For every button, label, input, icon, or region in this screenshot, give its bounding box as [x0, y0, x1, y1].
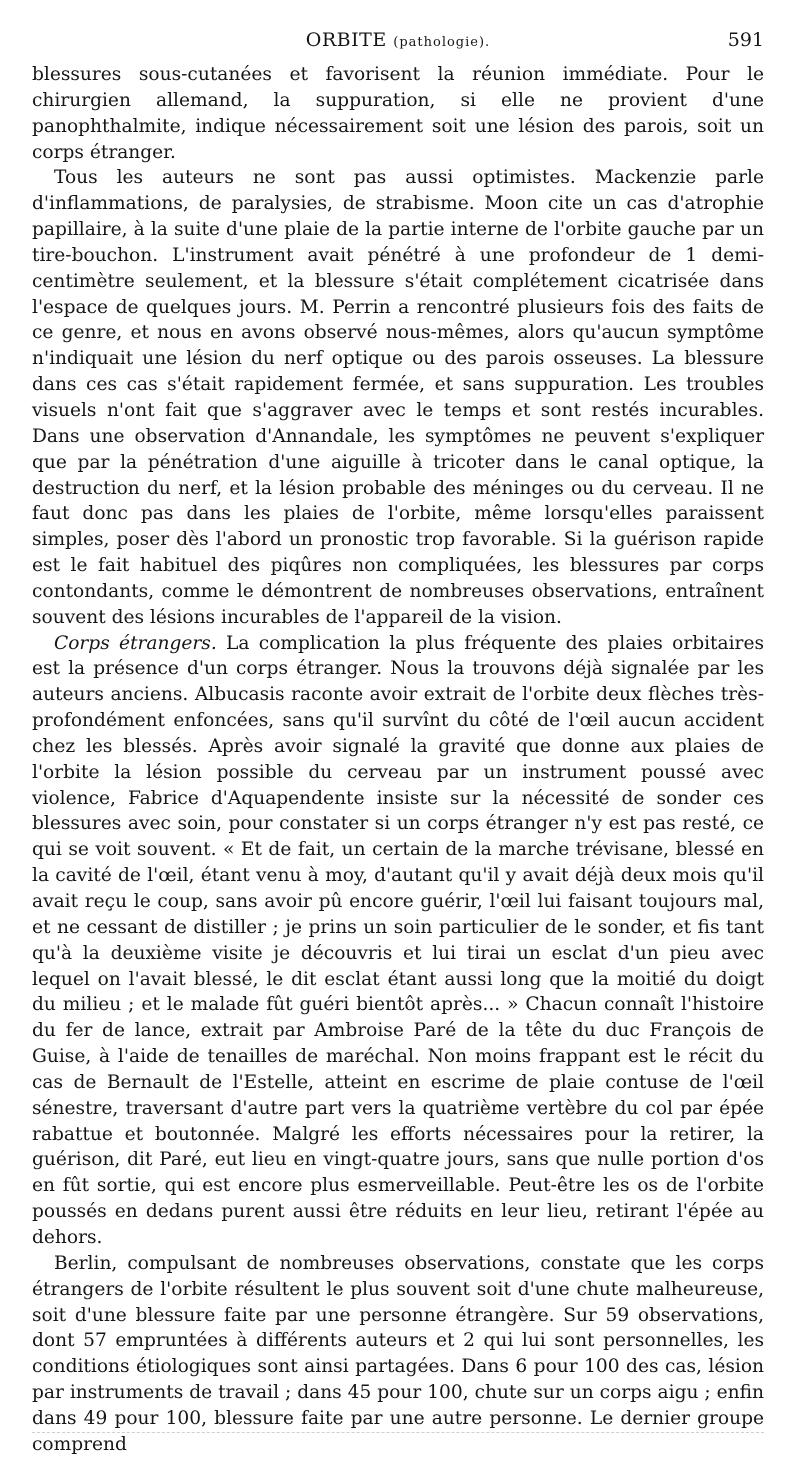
page-number: 591: [727, 29, 764, 51]
section-lead-corps-etrangers: Corps étrangers.: [54, 632, 217, 654]
footer-rule: [32, 1432, 764, 1433]
paragraph-foreign-bodies-text: La complication la plus fréquente des plaies orbitaires est la présence d'un corps étranger. Nous la trouvons déjà signalée par les auteurs anciens. Albucasis raconte avoir extrait de l'orbite deux flèches très-profondément enfoncées, sans qu'il survînt du côté de l'œil aucun accident chez les blessés. Après avoir signalé la gravité que donne aux plaies de l'orbite la lésion possible du cerveau par un instrument poussé avec violence, Fabrice d'Aquapendente insiste sur la nécessité de sonder ces blessures avec soin, pour constater si un corps étranger n'y est pas resté, ce qui se voit souvent. « Et de fait, un certain de la marche trévisane, blessé en la cavité de l'œil, étant venu à moy, d'autant qu'il y avait déjà deux mois qu'il avait reçu le coup, sans avoir pû encore guérir, l'œil lui faisant toujours mal, et ne cessant de distiller ; je prins un soin particulier de le sonder, et fis tant qu'à la deuxième visite je découvris et lui tirai un esclat d'un pieu avec lequel on l'avait blessé, le dit esclat étant aussi long que la moitié du doigt du milieu ; et le malade fût guéri bientôt après... » Chacun connaît l'histoire du fer de lance, extrait par Ambroise Paré de la tête du duc François de Guise, à l'aide de tenailles de maréchal. Non moins frappant est le récit du cas de Bernault de l'Estelle, atteint en escrime de plaie contuse de l'œil sénestre, traversant d'autre part vers la quatrième vertèbre du col par épée rabattue et boutonnée. Malgré les efforts nécessaires pour la retirer, la guérison, dit Paré, eut lieu en vingt-quatre jours, sans que nulle portion d'os en fût sortie, qui est encore plus esmerveillable. Peut-être les os de l'orbite poussés en dedans purent aussi être réduits en leur lieu, retirant l'épée au dehors.: [32, 632, 764, 1248]
running-head: [32, 29, 764, 59]
running-title-main: ORBITE: [305, 29, 387, 51]
paragraph-continuation: blessures sous-cutanées et favorisent la réunion immédiate. Pour le chirurgien allemand, la suppuration, si elle ne provient d'une panophthalmite, indique nécessairement soit une lésion des parois, soit un corps étranger.: [32, 64, 764, 163]
body-text: [32, 62, 764, 1458]
paragraph-berlin-statistics: Berlin, compulsant de nombreuses observations, constate que les corps étrangers de l'orbite résultent le plus souvent soit d'une chute malheureuse, soit d'une blessure faite par une personne étrangère. Sur 59 observations, dont 57 empruntées à différents auteurs et 2 qui lui sont personnelles, les conditions étiologiques sont ainsi partagées. Dans 6 pour 100 des cas, lésion par instruments de travail ; dans 45 pour 100, chute sur un corps aigu ; enfin dans 49 pour 100, blessure faite par une autre personne. Le dernier groupe comprend: [32, 1252, 764, 1455]
running-title-subtitle: (pathologie).: [393, 35, 491, 50]
paragraph-foreign-bodies: [32, 631, 764, 1251]
running-title: [32, 29, 764, 51]
paragraph-prognosis: Tous les auteurs ne sont pas aussi optimistes. Mackenzie parle d'inflammations, de paralysies, de strabisme. Moon cite un cas d'atrophie papillaire, à la suite d'une plaie de la partie interne de l'orbite gauche par un tire-bouchon. L'instrument avait pénétré à une profondeur de 1 demi-centimètre seulement, et la blessure s'était complétement cicatrisée dans l'espace de quelques jours. M. Perrin a rencontré plusieurs fois des faits de ce genre, et nous en avons observé nous-mêmes, alors qu'aucun symptôme n'indiquait une lésion du nerf optique ou des parois osseuses. La blessure dans ces cas s'était rapidement fermée, et sans suppuration. Les troubles visuels n'ont fait que s'aggraver avec le temps et sont restés incurables. Dans une observation d'Annandale, les symptômes ne peuvent s'expliquer que par la pénétration d'une aiguille à tricoter dans le canal optique, la destruction du nerf, et la lésion probable des méninges ou du cerveau. Il ne faut donc pas dans les plaies de l'orbite, même lorsqu'elles paraissent simples, poser dès l'abord un pronostic trop favorable. Si la guérison rapide est le fait habituel des piqûres non compliquées, les blessures par corps contondants, comme le démontrent de nombreuses observations, entraînent souvent des lésions incurables de l'appareil de la vision.: [32, 167, 764, 628]
